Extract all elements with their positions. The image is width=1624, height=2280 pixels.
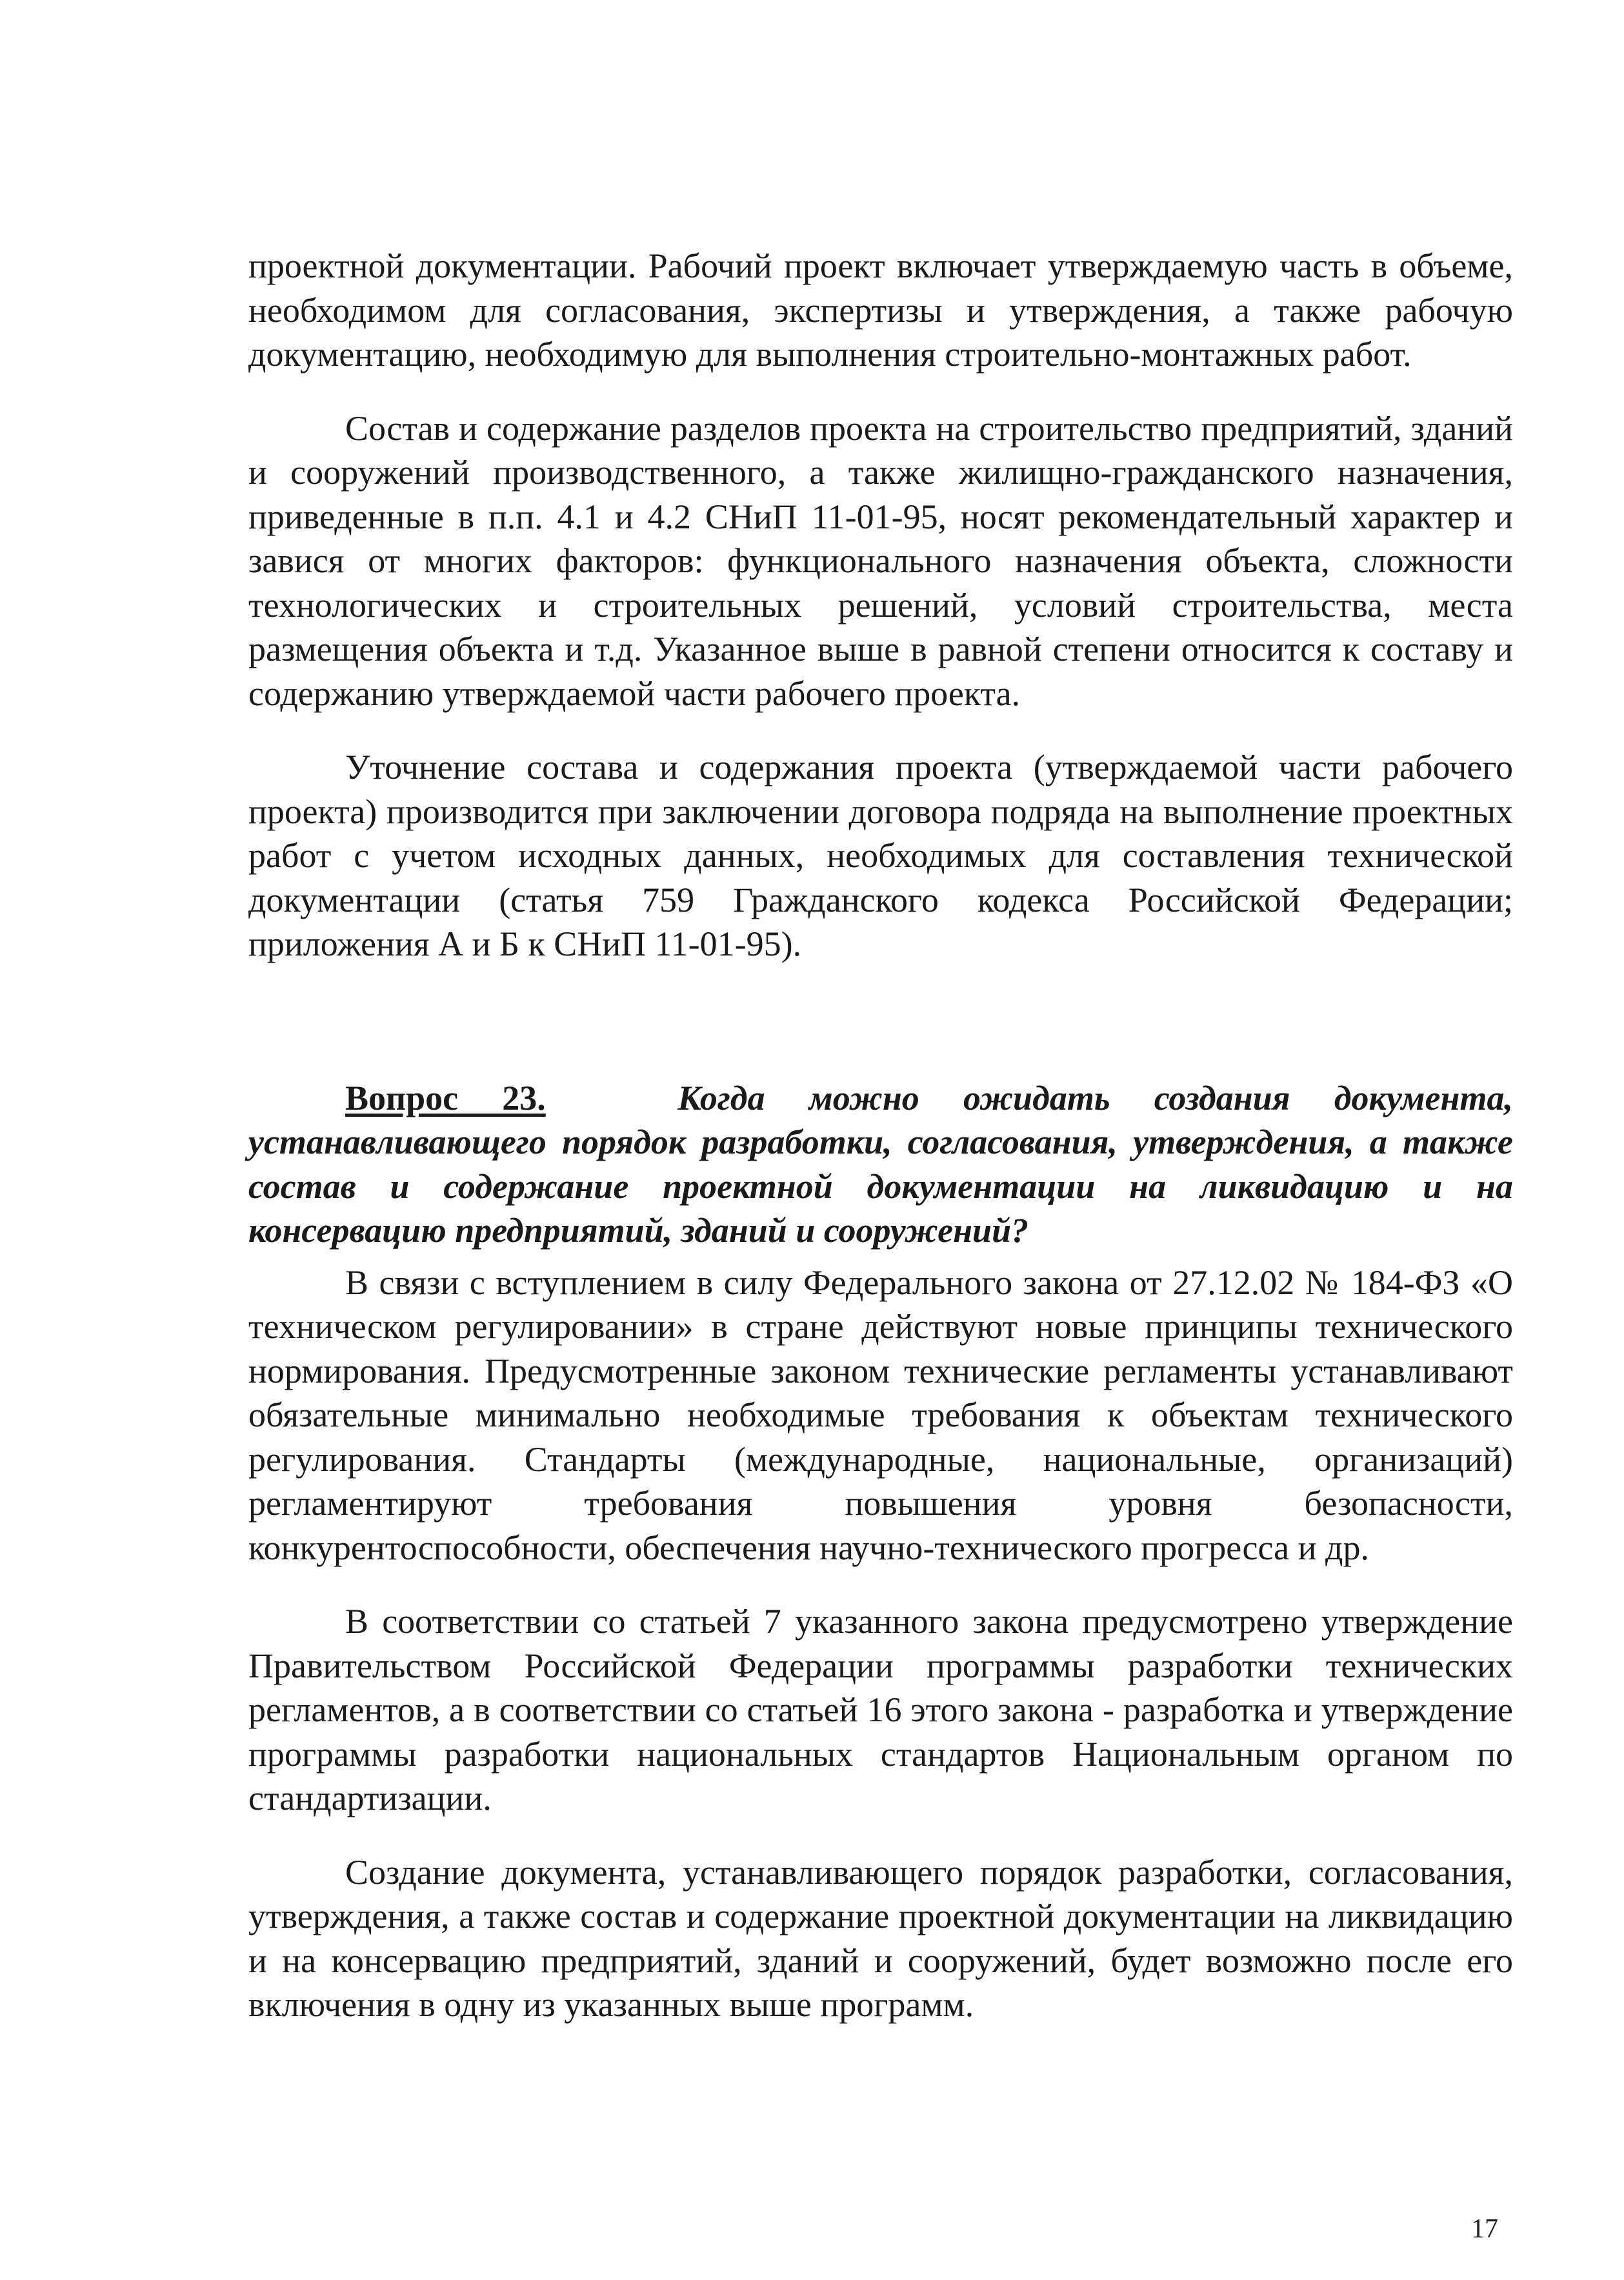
paragraph-3: Уточнение состава и содержания проекта (утверждаемой части рабочего проекта) производится при заключении договора подряда на выполнение проектных работ с учетом исходных данных, необходимых для составления технической документации (статья 759 Гражданского кодекса Российской Федерации; приложения А и Б к СНиП 11-01-95). bbox=[248, 748, 1513, 963]
paragraph-4: В связи с вступлением в силу Федерального закона от 27.12.02 № 184-ФЗ «О техническом регулировании» в стране действуют новые принципы технического нормирования. Предусмотренные законом технические регламенты устанавливают обязательные минимально необходимые требования к объектам технического регулирования. Стандарты (международные, национальные, организаций) регламентируют требования повышения уровня безопасности, конкурентоспособности, обеспечения научно-технического прогресса и др. bbox=[248, 1263, 1513, 1567]
document-page bbox=[248, 244, 1513, 2027]
question-label: Вопрос 23. bbox=[345, 1078, 546, 1117]
paragraph-5: В соответствии со статьей 7 указанного закона предусмотрено утверждение Правительством Российской Федерации программы разработки технических регламентов, а в соответствии со статьей 16 этого закона - разработка и утверждение программы разработки национальных стандартов Национальным органом по стандартизации. bbox=[248, 1602, 1513, 1817]
question-text: Когда можно ожидать создания документа, устанавливающего порядок разработки, согласования, утверждения, а также состав и содержание проектной документации на ликвидацию и на консервацию предприятий, зданий и сооружений? bbox=[248, 1078, 1513, 1250]
paragraph-2: Состав и содержание разделов проекта на строительство предприятий, зданий и сооружений производственного, а также жилищно-гражданского назначения, приведенные в п.п. 4.1 и 4.2 СНиП 11-01-95, носят рекомендательный характер и завися от многих факторов: функционального назначения объекта, сложности технологических и строительных решений, условий строительства, места размещения объекта и т.д. Указанное выше в равной степени относится к составу и содержанию утверждаемой части рабочего проекта. bbox=[248, 408, 1513, 713]
question-heading bbox=[248, 1076, 1513, 1253]
paragraph-6: Создание документа, устанавливающего порядок разработки, согласования, утверждения, а также состав и содержание проектной документации на ликвидацию и на консервацию предприятий, зданий и сооружений, будет возможно после его включения в одну из указанных выше программ. bbox=[248, 1852, 1513, 2024]
paragraph-1: проектной документации. Рабочий проект включает утверждаемую часть в объеме, необходимом для согласования, экспертизы и утверждения, а также рабочую документацию, необходимую для выполнения строительно-монтажных работ. bbox=[248, 246, 1513, 374]
page-number: 17 bbox=[1471, 2214, 1498, 2244]
